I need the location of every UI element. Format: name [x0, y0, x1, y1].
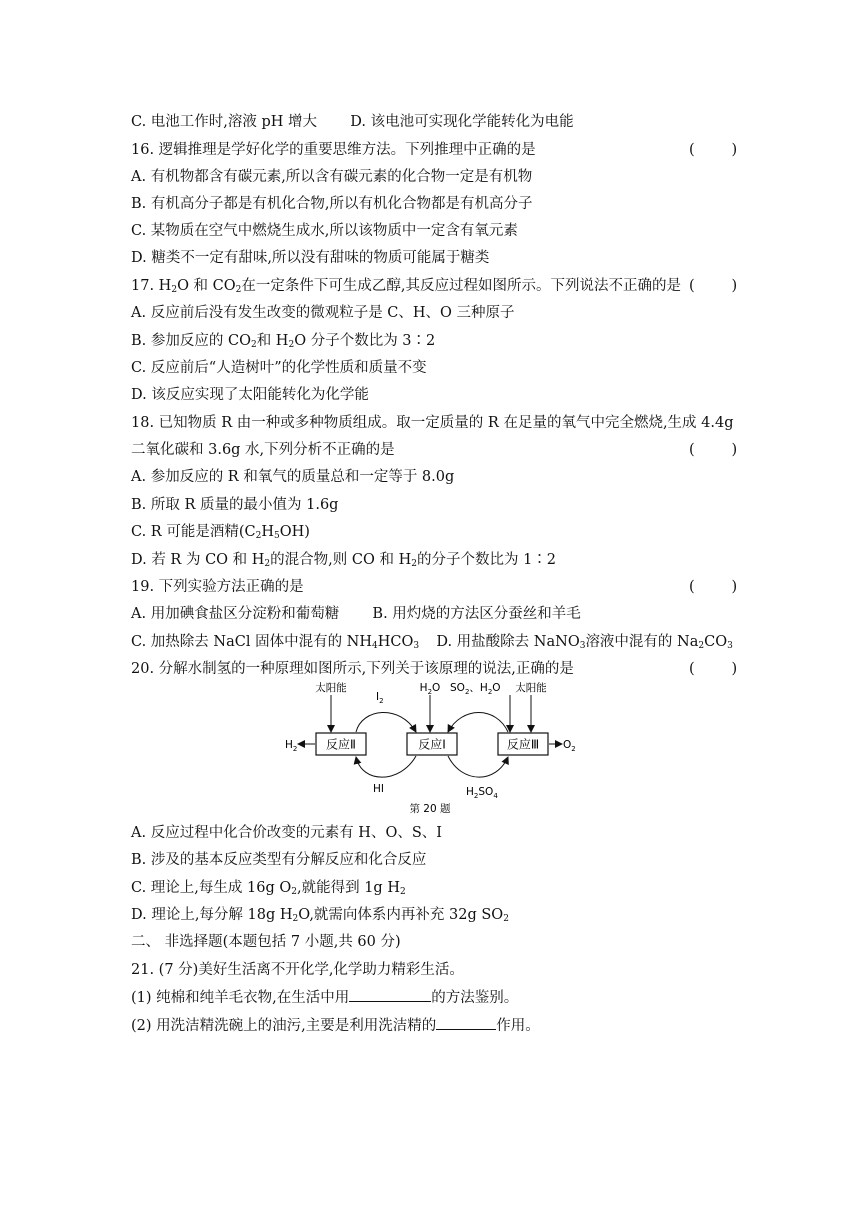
question-16-stem: 16. 逻辑推理是学好化学的重要思维方法。下列推理中正确的是	[131, 142, 536, 158]
subscript: 2	[171, 285, 178, 295]
reaction-3-label: 反应Ⅲ	[506, 737, 540, 752]
answer-blank-2[interactable]	[436, 1016, 496, 1030]
q19d-text-3: CO	[704, 634, 728, 650]
q18-option-b: B. 所取 R 质量的最小值为 1.6g	[131, 497, 339, 513]
q19-option-a: A. 用加碘食盐区分淀粉和葡萄糖	[131, 606, 340, 622]
q18d-text-2: 的混合物,则 CO 和 H	[270, 552, 412, 568]
q17-option-b	[131, 332, 435, 354]
subscript: 4	[372, 641, 378, 651]
q18-option-c	[131, 523, 310, 545]
question-16	[131, 141, 536, 159]
question-18: 18. 已知物质 R 由一种或多种物质组成。取一定质量的 R 在足量的氧气中完全燃烧,生成 4.4g	[131, 415, 734, 431]
q20-option-c	[131, 879, 406, 901]
subscript: 2	[399, 887, 406, 897]
solar-energy-left: 太阳能	[315, 682, 347, 694]
option-c-text: C. 电池工作时,溶液 pH 增大	[131, 114, 318, 130]
subscript: 2	[292, 914, 299, 924]
q16-option-c: C. 某物质在空气中燃烧生成水,所以该物质中一定含有氧元素	[131, 223, 518, 239]
subscript: 2	[255, 531, 262, 541]
q18c-text-3: OH)	[279, 524, 310, 540]
option-line-c	[131, 113, 574, 131]
answer-paren-18: ( )	[689, 442, 738, 458]
h2so4-label: $H_2SO_4$	[466, 786, 498, 800]
h2so4-arrow	[448, 756, 508, 777]
question-21: 21. (7 分)美好生活离不开化学,化学助力精彩生活。	[131, 962, 464, 978]
option-d-text: D. 该电池可实现化学能转化为电能	[350, 114, 574, 130]
q18d-text-3: 的分子个数比为 1∶2	[416, 552, 557, 568]
q16-option-d: D. 糖类不一定有甜味,所以没有甜味的物质可能属于糖类	[131, 250, 490, 266]
q19d-text-1: D. 用盐酸除去 NaNO	[436, 634, 580, 650]
i2-arrow	[356, 712, 416, 732]
subscript: 3	[413, 641, 420, 651]
subscript: 2	[250, 340, 257, 350]
q21-2-text-2: 作用。	[496, 1018, 540, 1034]
q20-option-d	[131, 906, 509, 928]
q21-part-2	[131, 1016, 540, 1035]
q21-part-1	[131, 988, 518, 1007]
q18-option-d	[131, 551, 556, 573]
q19-options-cd	[131, 633, 733, 655]
q19c-text-2: HCO	[377, 634, 414, 650]
q16-option-b: B. 有机高分子都是有机化合物,所以有机化合物都是有机高分子	[131, 196, 533, 212]
q17-text-2: O 和 CO	[177, 278, 236, 294]
q18c-text-1: C. R 可能是酒精(C	[131, 524, 256, 540]
q17-text-3: 在一定条件下可生成乙醇,其反应过程如图所示。下列说法不正确的是	[241, 278, 681, 294]
q20d-text-1: D. 理论上,每分解 18g H	[131, 907, 293, 923]
q16-option-a: A. 有机物都含有碳元素,所以含有碳元素的化合物一定是有机物	[131, 169, 533, 185]
answer-paren-19: ( )	[689, 579, 738, 595]
subscript: 3	[579, 641, 586, 651]
question-18-line2: 二氧化碳和 3.6g 水,下列分析不正确的是	[131, 442, 395, 458]
q17-option-d: D. 该反应实现了太阳能转化为化学能	[131, 387, 369, 403]
subscript: 2	[503, 914, 509, 924]
answer-paren-16: ( )	[689, 142, 738, 158]
so2-h2o-label: $SO_2$、$H_2O$	[450, 682, 501, 696]
reaction-1-label: 反应Ⅰ	[418, 737, 446, 752]
q21-1-text-1: (1) 纯棉和纯羊毛衣物,在生活中用	[131, 990, 350, 1006]
so2-return-arrow	[448, 713, 508, 733]
q20c-text-1: C. 理论上,每生成 16g O	[131, 880, 292, 896]
q20-option-b: B. 涉及的基本反应类型有分解反应和化合反应	[131, 852, 427, 868]
subscript: 3	[727, 641, 733, 651]
question-20: 20. 分解水制氢的一种原理如图所示,下列关于该原理的说法,正确的是	[131, 661, 574, 677]
subscript: 2	[291, 887, 297, 897]
q18c-text-2: H	[261, 524, 274, 540]
question-19: 19. 下列实验方法正确的是	[131, 579, 304, 595]
subscript: 2	[235, 285, 242, 295]
q21-1-text-2: 的方法鉴别。	[431, 990, 519, 1006]
q17b-text-3: O 分子个数比为 3∶2	[294, 333, 436, 349]
h2-output-label: $H_2$	[285, 739, 298, 753]
section-2-heading: 二、 非选择题(本题包括 7 小题,共 60 分)	[131, 934, 401, 950]
hi-arrow	[356, 756, 416, 777]
q17-option-a: A. 反应前后没有发生改变的微观粒子是 C、H、O 三种原子	[131, 305, 515, 321]
answer-paren-17: ( )	[689, 278, 738, 294]
subscript: 2	[698, 641, 705, 651]
q18d-text-1: D. 若 R 为 CO 和 H	[131, 552, 265, 568]
hi-label: HI	[373, 783, 384, 795]
q19c-text-1: C. 加热除去 NaCl 固体中混有的 NH	[131, 634, 373, 650]
solar-energy-right: 太阳能	[515, 682, 547, 694]
subscript: 2	[264, 559, 271, 569]
q19-option-b: B. 用灼烧的方法区分蚕丝和羊毛	[372, 606, 581, 622]
question-17	[131, 277, 681, 299]
q20d-text-2: O,就需向体系内再补充 32g SO	[298, 907, 504, 923]
q17-text-1: 17. H	[131, 278, 172, 294]
q21-2-text-1: (2) 用洗洁精洗碗上的油污,主要是利用洗洁精的	[131, 1018, 437, 1034]
q17b-text-1: B. 参加反应的 CO	[131, 333, 251, 349]
h2o-input-label: $H_2O$	[419, 682, 441, 696]
o2-output-label: $O_2$	[563, 739, 576, 753]
figure-caption: 第 20 题	[409, 803, 451, 815]
answer-paren-20: ( )	[689, 661, 738, 677]
q20c-text-2: ,就能得到 1g H	[296, 880, 400, 896]
q17b-text-2: 和 H	[256, 333, 289, 349]
reaction-2-label: 反应Ⅱ	[326, 737, 356, 752]
q20-option-a: A. 反应过程中化合价改变的元素有 H、O、S、I	[131, 825, 442, 841]
i2-label: $I_2$	[376, 691, 384, 705]
subscript: 2	[288, 340, 295, 350]
q19-options-ab	[131, 605, 581, 623]
hydrogen-production-diagram	[280, 680, 580, 815]
q17-option-c: C. 反应前后“人造树叶”的化学性质和质量不变	[131, 360, 427, 376]
subscript: 5	[273, 531, 280, 541]
subscript: 2	[411, 559, 417, 569]
q19d-text-2: 溶液中混有的 Na	[585, 634, 699, 650]
answer-blank-1[interactable]	[349, 988, 431, 1002]
q18-option-a: A. 参加反应的 R 和氧气的质量总和一定等于 8.0g	[131, 469, 455, 485]
